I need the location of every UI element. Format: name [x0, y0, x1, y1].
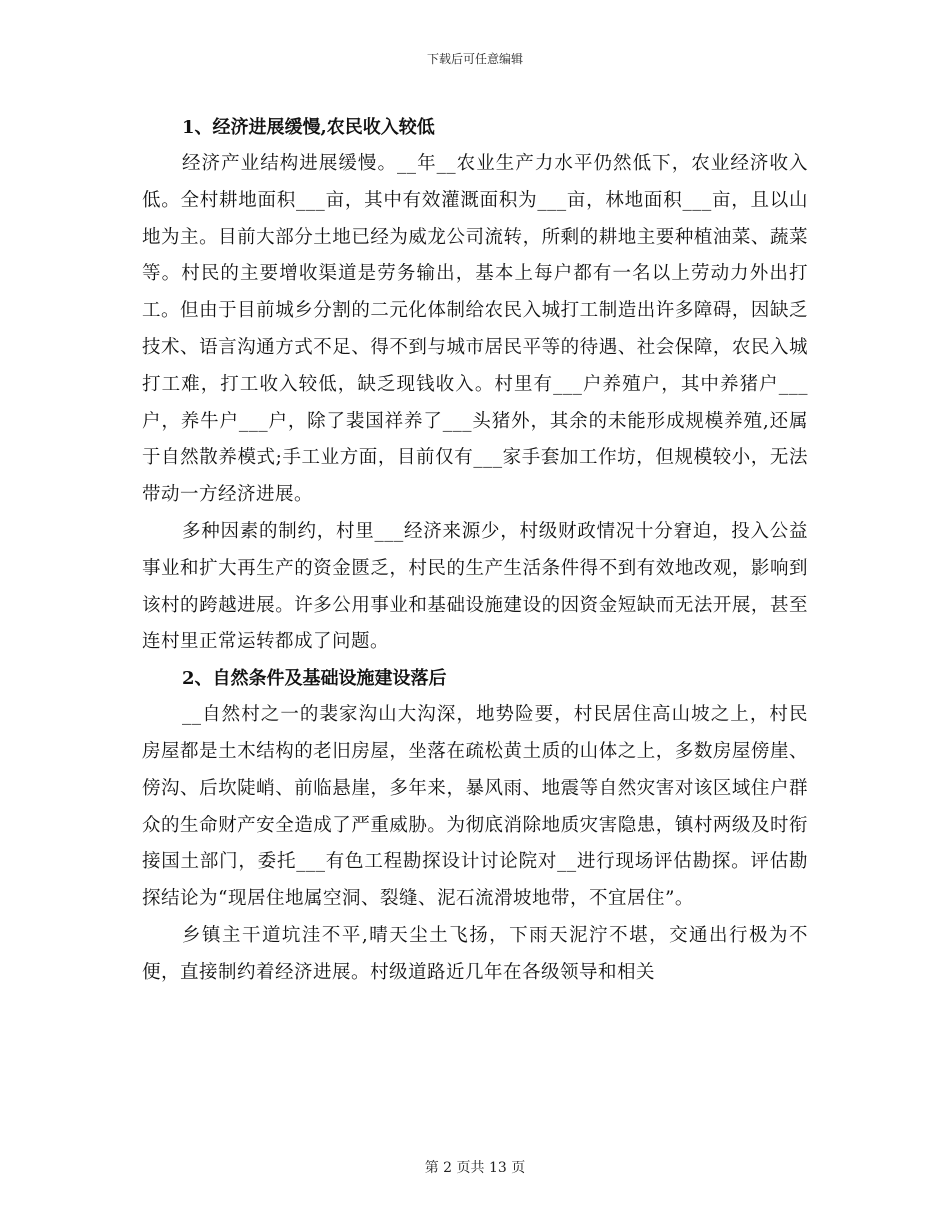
paragraph: 经济产业结构进展缓慢。__年__农业生产力水平仍然低下，农业经济收入低。全村耕地面积___亩，其中有效灌溉面积为___亩，林地面积___亩，且以山地为主。目前大部分土地已经为威龙公司流转，所剩的耕地主要种植油菜、蔬菜等。村民的主要增收渠道是劳务输出，基本上每户都有一名以上劳动力外出打工。但由于目前城乡分割的二元化体制给农民入城打工制造出许多障碍，因缺乏技术、语言沟通方式不足、得不到与城市居民平等的待遇、社会保障，农民入城打工难，打工收入较低，缺乏现钱收入。村里有___户养殖户，其中养猪户___户，养牛户___户，除了裴国祥养了___头猪外，其余的未能形成规模养殖,还属于自然散养模式;手工业方面，目前仅有___家手套加工作坊，但规模较小，无法带动一方经济进展。 [142, 153, 808, 506]
paragraph: 多种因素的制约，村里___经济来源少，村级财政情况十分窘迫，投入公益事业和扩大再生产的资金匮乏，村民的生产生活条件得不到有效地改观，影响到该村的跨越进展。许多公用事业和基础设施建设的因资金短缺而无法开展，甚至连村里正常运转都成了问题。 [142, 520, 808, 653]
paragraph: __自然村之一的裴家沟山大沟深，地势险要，村民居住高山坡之上，村民房屋都是土木结构的老旧房屋，坐落在疏松黄土质的山体之上，多数房屋傍崖、傍沟、后坎陡峭、前临悬崖，多年来，暴风雨、地震等自然灾害对该区域住户群众的生命财产安全造成了严重威胁。为彻底消除地质灾害隐患，镇村两级及时衔接国土部门，委托___有色工程勘探设计讨论院对__进行现场评估勘探。评估勘探结论为“现居住地属空洞、裂缝、泥石流滑坡地带，不宜居住”。 [142, 704, 808, 910]
paragraph: 乡镇主干道坑洼不平,晴天尘土飞扬，下雨天泥泞不堪，交通出行极为不便，直接制约着经济进展。村级道路近几年在各级领导和相关 [142, 924, 808, 983]
page-footer: 第 2 页共 13 页 [424, 1160, 526, 1176]
page-header: 下载后可任意编辑 [426, 52, 523, 66]
section-heading-1: 1、经济进展缓慢,农民收入较低 [182, 117, 435, 138]
section-heading-2: 2、自然条件及基础设施建设落后 [182, 668, 447, 690]
document-body [142, 110, 808, 992]
